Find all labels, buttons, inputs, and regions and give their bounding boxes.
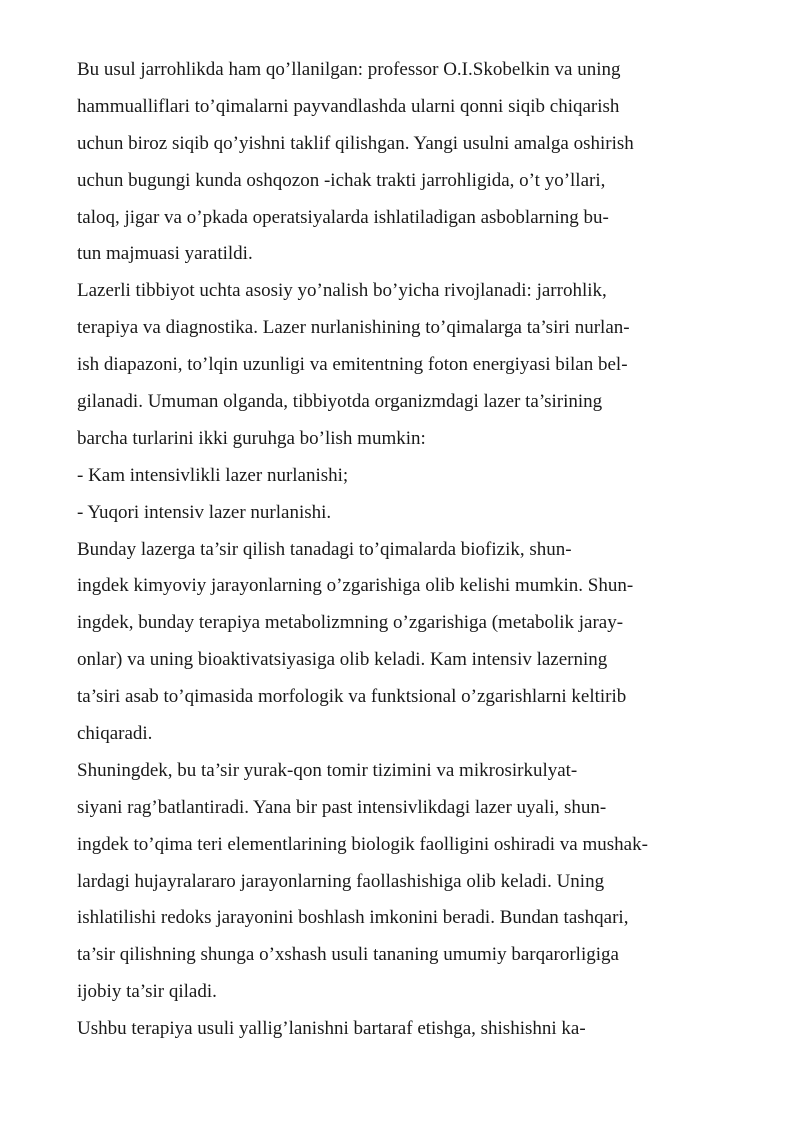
text-line: uchun bugungi kunda oshqozon -ichak trakti jarrohligida, o’t yo’llari, [77, 169, 606, 191]
text-line: Bunday lazerga ta’sir qilish tanadagi to’qimalarda biofizik, shun- [77, 538, 572, 560]
text-line: terapiya va diagnostika. Lazer nurlanishining to’qimalarga ta’siri nurlan- [77, 317, 630, 339]
text-line: ta’siri asab to’qimasida morfologik va funktsional o’zgarishlarni keltirib [77, 686, 627, 708]
text-line: ish diapazoni, to’lqin uzunligi va emitentning foton energiyasi bilan bel- [77, 354, 628, 376]
text-line: ingdek kimyoviy jarayonlarning o’zgarishiga olib kelishi mumkin. Shun- [77, 575, 634, 597]
text-line: uchun biroz siqib qo’yishni taklif qilishgan. Yangi usulni amalga oshirish [77, 132, 634, 154]
text-line: gilanadi. Umuman olganda, tibbiyotda organizmdagi lazer ta’sirining [77, 391, 603, 413]
list-item: - Kam intensivlikli lazer nurlanishi; [77, 464, 349, 486]
text-line: hammualliflari to’qimalarni payvandlashda ularni qonni siqib chiqarish [77, 95, 620, 117]
text-line: taloq, jigar va o’pkada operatsiyalarda ishlatiladigan asboblarning bu- [77, 206, 609, 228]
text-line: Ushbu terapiya usuli yallig’lanishni bartaraf etishga, shishishni ka- [77, 1018, 586, 1040]
text-line: siyani rag’batlantiradi. Yana bir past intensivlikdagi lazer uyali, shun- [77, 796, 607, 818]
text-line: Lazerli tibbiyot uchta asosiy yo’nalish bo’yicha rivojlanadi: jarrohlik, [77, 280, 607, 302]
text-line: barcha turlarini ikki guruhga bo’lish mumkin: [77, 427, 426, 449]
text-line: ta’sir qilishning shunga o’xshash usuli tananing umumiy barqarorligiga [77, 944, 619, 966]
text-line: tun majmuasi yaratildi. [77, 243, 253, 265]
text-line: onlar) va uning bioaktivatsiyasiga olib keladi. Kam intensiv lazerning [77, 649, 608, 671]
text-line: ingdek, bunday terapiya metabolizmning o’zgarishiga (metabolik jaray- [77, 612, 624, 634]
text-line: Shuningdek, bu ta’sir yurak-qon tomir tizimini va mikrosirkulyat- [77, 759, 578, 781]
text-line: ishlatilishi redoks jarayonini boshlash imkonini beradi. Bundan tashqari, [77, 907, 629, 929]
text-line: lardagi hujayralararo jarayonlarning faollashishiga olib keladi. Uning [77, 870, 605, 892]
text-line: Bu usul jarrohlikda ham qo’llanilgan: professor O.I.Skobelkin va uning [77, 59, 621, 80]
text-line: ingdek to’qima teri elementlarining biologik faolligini oshiradi va mushak- [77, 833, 648, 855]
body-text [77, 52, 737, 1048]
text-line: chiqaradi. [77, 723, 153, 745]
text-line: ijobiy ta’sir qiladi. [77, 981, 217, 1003]
list-item: - Yuqori intensiv lazer nurlanishi. [77, 501, 332, 523]
